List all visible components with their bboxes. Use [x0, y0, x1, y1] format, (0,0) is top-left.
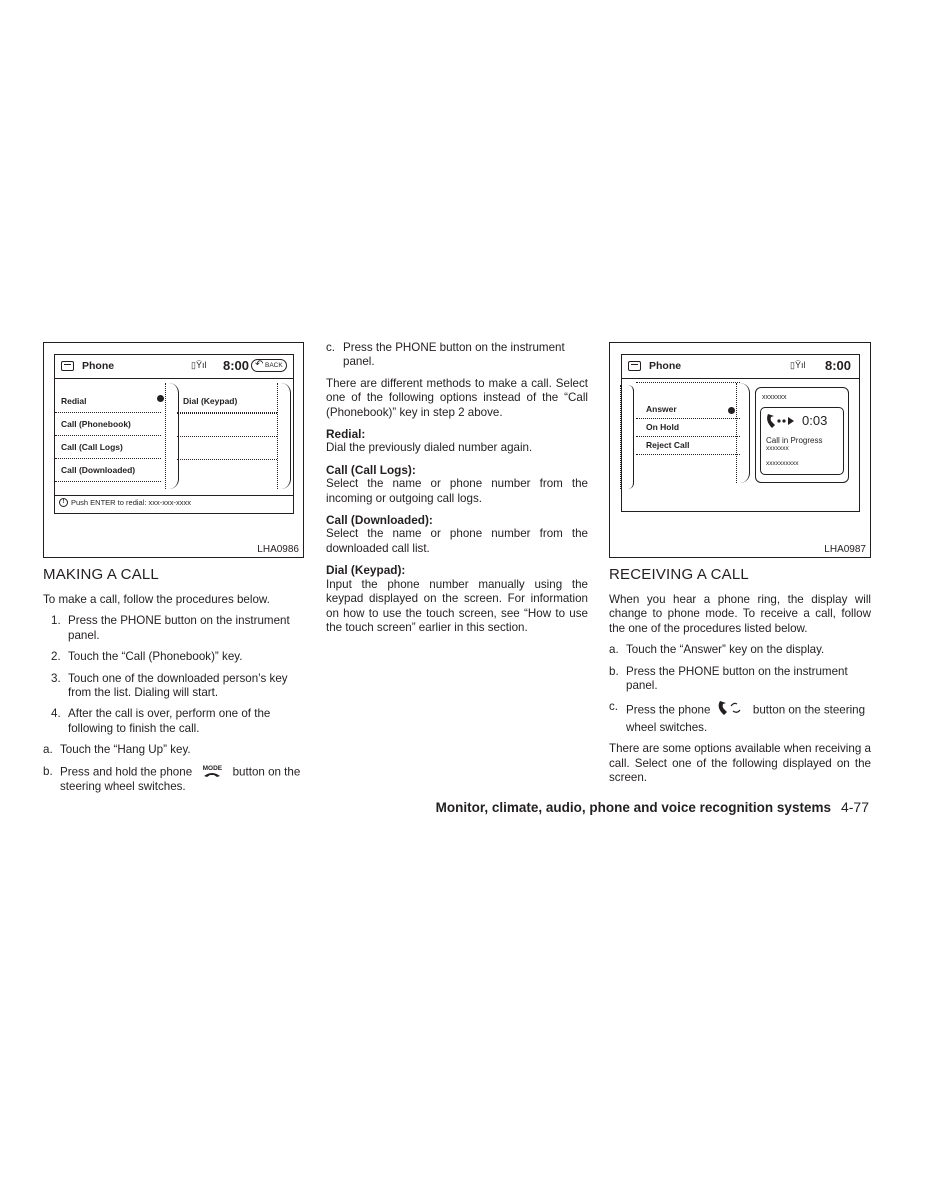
menu-item-on-hold[interactable]: On Hold	[636, 418, 740, 437]
call-timer: 0:03	[802, 413, 828, 428]
call-active-icon	[765, 412, 799, 430]
empty-row	[177, 413, 277, 414]
back-button[interactable]: ↶ BACK	[251, 359, 287, 372]
option-item: b. Press the PHONE button on the instrument panel.	[609, 664, 848, 693]
menu-item-phonebook[interactable]: Call (Phonebook)	[55, 413, 161, 436]
call-status-box	[760, 407, 844, 475]
figure-label: LHA0987	[824, 544, 866, 555]
step-item: 3. Touch one of the downloaded person’s key from the list. Dialing will start.	[51, 671, 288, 700]
phone-talk-icon	[716, 700, 748, 720]
subheading-downloaded: Call (Downloaded):	[326, 513, 433, 528]
screen-header	[55, 355, 293, 379]
page-number: 4-77	[840, 799, 869, 815]
caller-number: xxxxxxxxxx	[766, 460, 799, 467]
subheading-redial: Redial:	[326, 427, 366, 442]
menu-item-redial[interactable]: Redial	[55, 390, 161, 413]
keypad-text: Input the phone number manually using the keypad displayed on the screen. For information on how to use the touch screen, see “How to use the touch screen” earlier in this section.	[326, 577, 588, 634]
downloaded-text: Select the name or phone number from the downloaded call list.	[326, 527, 588, 555]
page-footer	[436, 799, 869, 815]
menu-item-dial-keypad[interactable]: Dial (Keypad)	[177, 390, 277, 413]
menu-item-call-logs[interactable]: Call (Call Logs)	[55, 436, 161, 459]
figure-label: LHA0986	[257, 544, 299, 555]
call-logs-text: Select the name or phone number from the incoming or outgoing call logs.	[326, 477, 588, 505]
methods-text: There are different methods to make a call. Select one of the following options instead of the “Call (Phonebook)” key in step 2 above.	[326, 376, 588, 419]
subheading-call-logs: Call (Call Logs):	[326, 462, 416, 477]
right-column	[609, 564, 871, 792]
step-item: 1. Press the PHONE button on the instrument panel.	[51, 614, 290, 642]
empty-row	[636, 454, 740, 455]
option-item: a. Touch the “Hang Up” key.	[43, 743, 191, 757]
phone-screen	[54, 354, 294, 514]
scroll-indicator[interactable]	[728, 407, 735, 414]
clock: 8:00	[223, 358, 250, 373]
empty-row	[636, 382, 740, 383]
figure-receiving-call	[609, 342, 871, 558]
redial-text: Dial the previously dialed number again.	[326, 441, 533, 455]
figure-making-call	[43, 342, 304, 558]
options-text: There are some options available when receiving a call. Select one of the following displayed on the screen.	[609, 742, 871, 785]
phone-icon	[628, 361, 641, 371]
subheading-keypad: Dial (Keypad):	[326, 563, 406, 578]
heading-making-a-call: MAKING A CALL	[43, 566, 159, 583]
empty-row	[177, 459, 277, 460]
screen-header	[622, 355, 859, 379]
middle-column	[326, 341, 588, 642]
call-info-panel	[755, 387, 849, 483]
section-title: Monitor, climate, audio, phone and voice recognition systems	[435, 800, 831, 815]
heading-receiving-a-call: RECEIVING A CALL	[609, 566, 749, 583]
scroll-indicator[interactable]	[157, 395, 164, 402]
option-item: b. Press and hold the phone MODE button on the steering wheel switches.	[43, 764, 301, 793]
signal-icon: ▯Ÿıl	[191, 360, 207, 370]
menu-item-downloaded[interactable]: Call (Downloaded)	[55, 459, 161, 482]
step-item: 2. Touch the “Call (Phonebook)” key.	[51, 650, 243, 664]
phone-icon	[61, 361, 74, 371]
left-curve	[620, 385, 634, 489]
caller-id: xxxxxxx	[762, 394, 787, 401]
menu-item-answer[interactable]: Answer	[636, 400, 740, 419]
divider-curve	[736, 383, 750, 483]
intro-text: To make a call, follow the procedures below.	[43, 593, 270, 606]
intro-text: When you hear a phone ring, the display will change to phone mode. To receive a call, follow the one of the procedures listed below.	[609, 593, 871, 635]
clock: 8:00	[825, 358, 852, 373]
screen-title: Phone	[82, 360, 115, 372]
option-item: a. Touch the “Answer” key on the display.	[609, 643, 825, 657]
redial-hint: Push ENTER to redial: xxx-xxx-xxxx	[71, 498, 192, 507]
option-item: c. Press the phone button on the steering wheel switches.	[609, 700, 866, 734]
screen-footer	[55, 495, 293, 510]
screen-title: Phone	[649, 360, 682, 372]
call-status: Call in Progress	[766, 436, 823, 445]
signal-icon: ▯Ÿıl	[790, 360, 806, 370]
option-item: c. Press the PHONE button on the instrument panel.	[326, 341, 565, 369]
left-column	[43, 564, 305, 801]
scrollbar-curve	[277, 383, 291, 489]
caller-name: xxxxxxx	[766, 445, 789, 452]
phone-screen	[621, 354, 860, 512]
menu-item-reject-call[interactable]: Reject Call	[636, 436, 740, 455]
info-icon: !	[59, 498, 68, 507]
empty-row	[177, 436, 277, 437]
mode-phone-icon: MODE	[197, 765, 227, 780]
step-item: 4. After the call is over, perform one of the following to finish the call.	[51, 707, 271, 735]
